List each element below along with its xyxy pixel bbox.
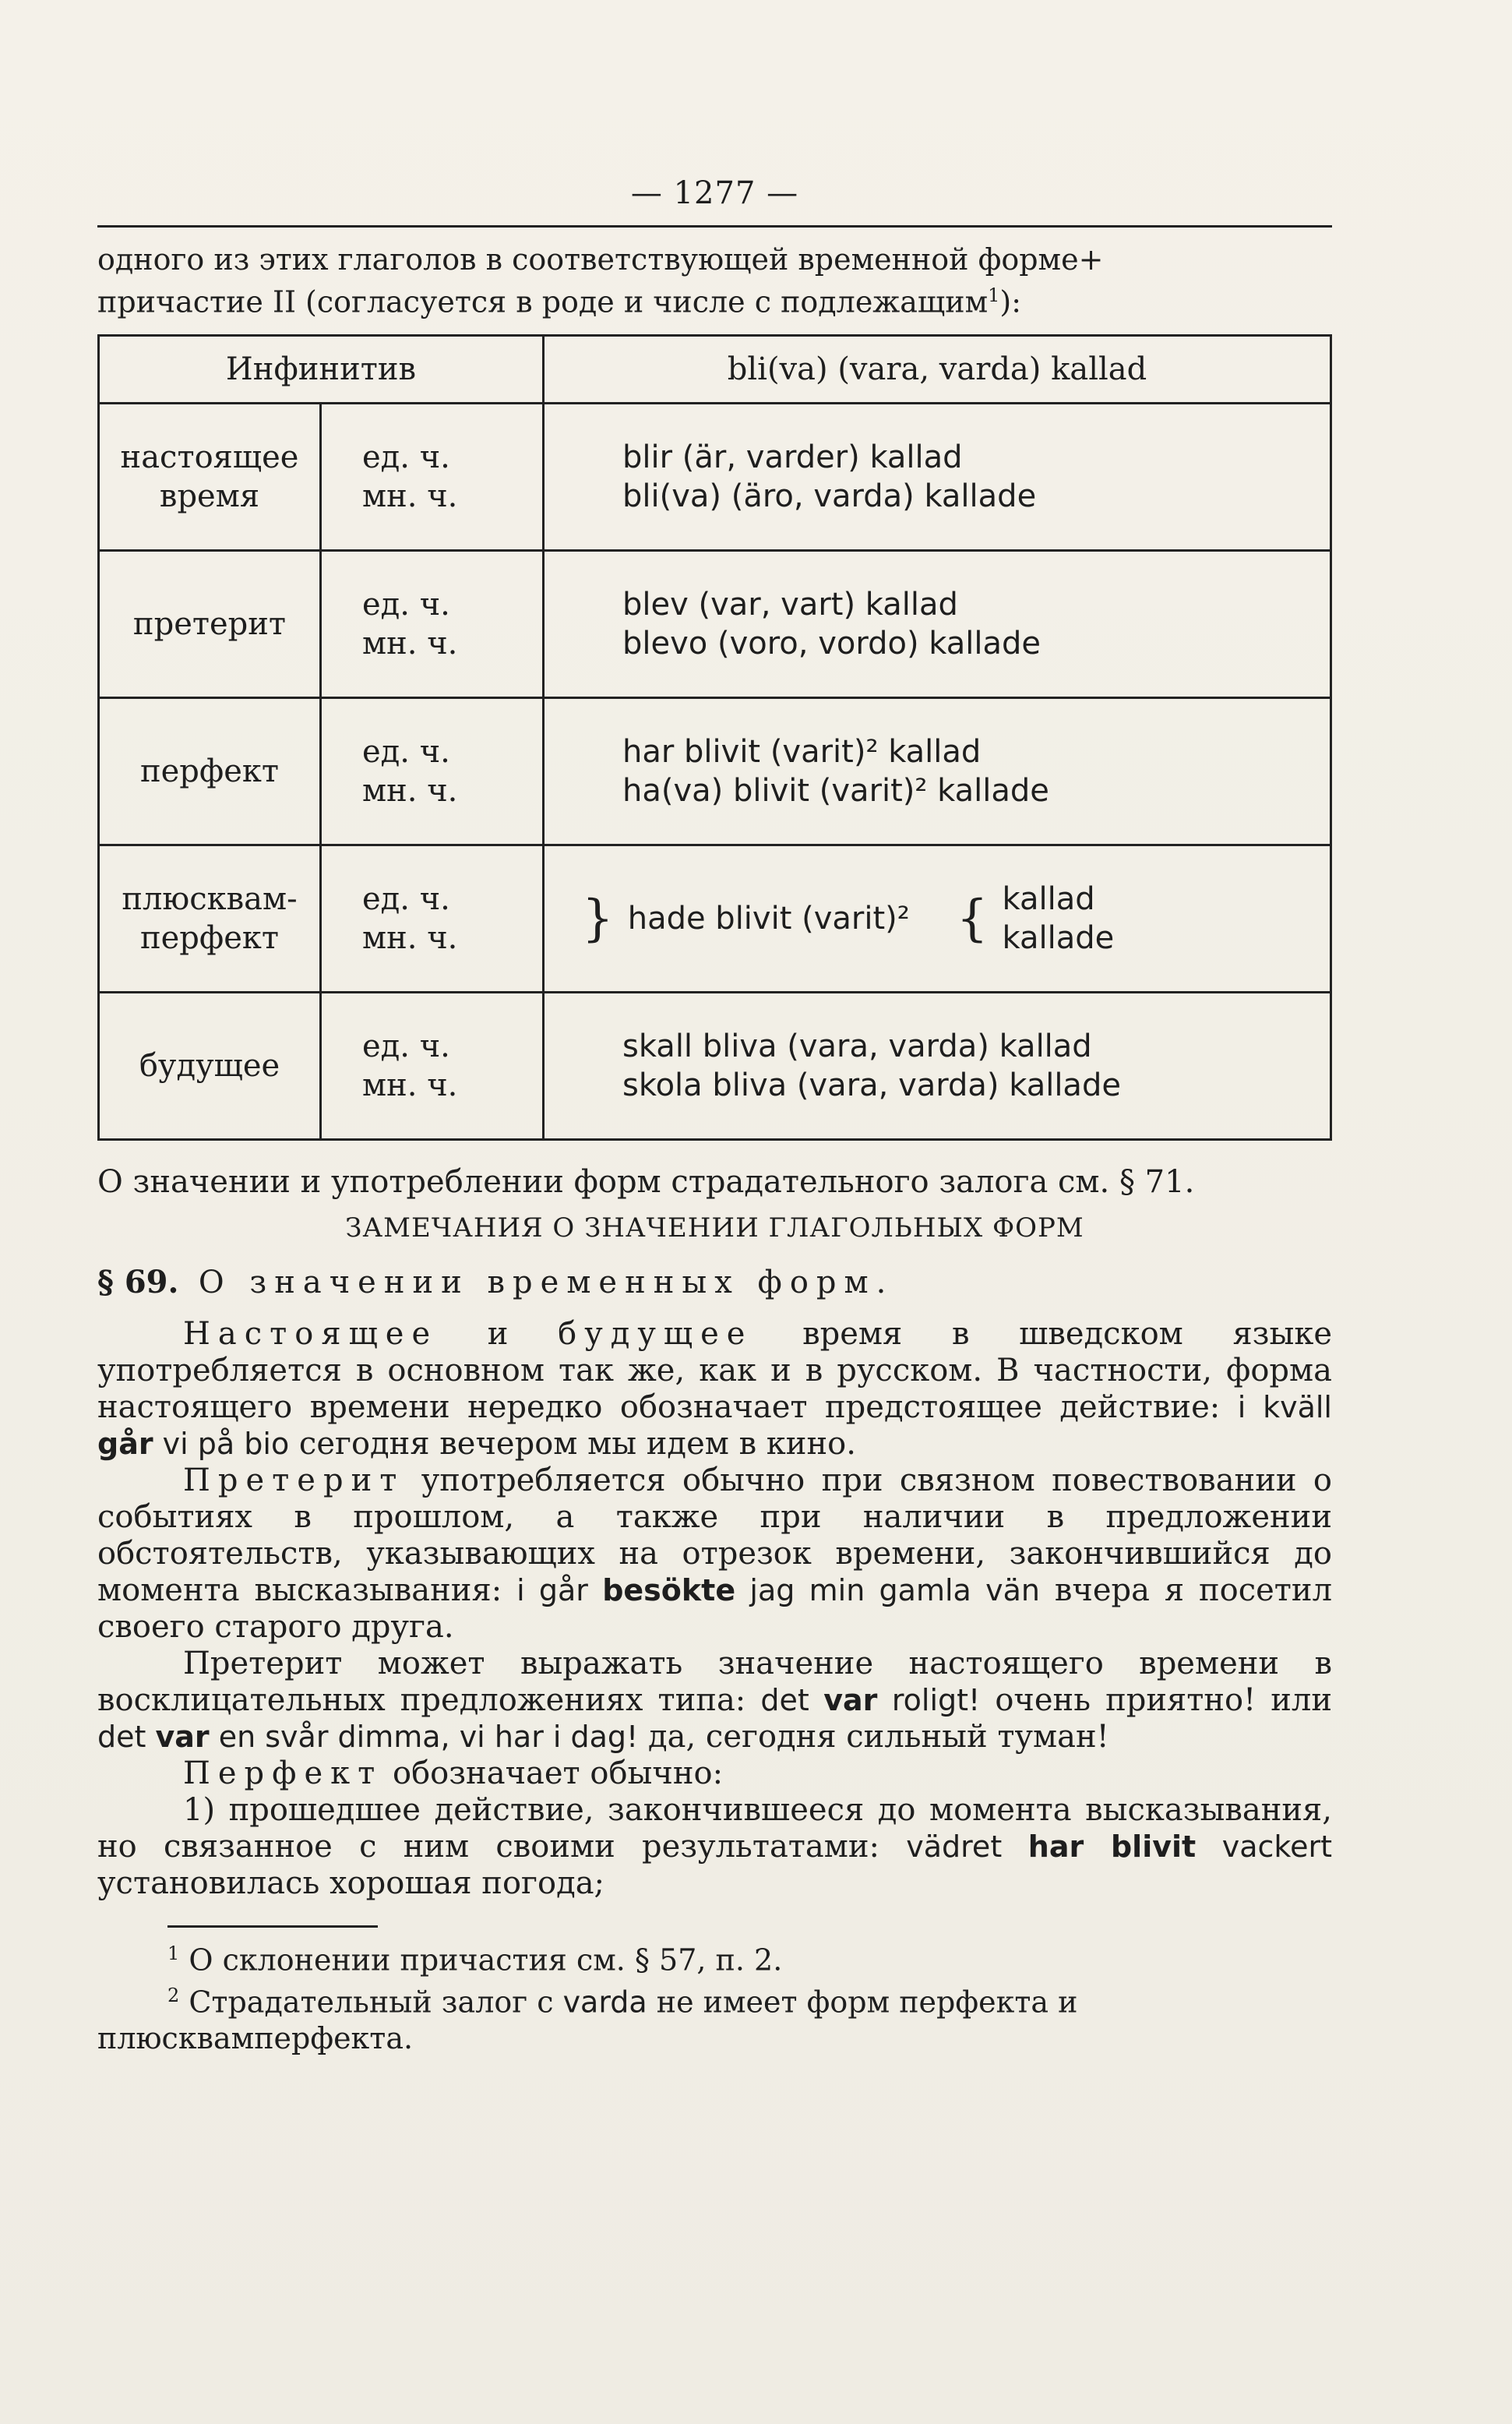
intro-line-2: причастие II (согласуется в роде и числе с подлежащим [97,284,989,319]
intro-text [97,242,1332,320]
paragraph-perfect: Перфект обозначает обычно: [183,1755,724,1791]
tense-cell: настоящее время [99,403,321,550]
footnote-rule [167,1925,378,1928]
forms-cell: } hade blivit (varit)² { kallad kallade [544,845,1331,992]
number-cell: ед. ч. мн. ч. [321,550,544,697]
page-content [97,168,1332,2056]
paragraph-69-heading [97,1264,1332,1300]
page-number: — 1277 — [630,175,799,211]
number-cell: ед. ч. мн. ч. [321,403,544,550]
left-brace: { [956,889,989,947]
paragraph-present-future: Настоящее и будущее время в шведском языке употребляется в основном так же, как и в русском. В частности, форма настоящего времени нередко обозначает предстоящее действие: i kväll går vi på bio сегодня вечером мы идем в кино. [97,1315,1333,1462]
forms-cell: har blivit (varit)² kallad ha(va) blivit (varit)² kallade [544,697,1331,845]
header-rule [97,225,1332,228]
after-table-note: О значении и употреблении форм страдательного залога см. § 71. [97,1163,1195,1200]
forms-cell: skall bliva (vara, varda) kallad skola bliva (vara, varda) kallade [544,992,1331,1139]
intro-line-1: одного из этих глаголов в соответствующей временной форме+ [97,242,1104,277]
paragraph-number: § 69. [97,1263,179,1300]
table-row-perfect [99,697,1331,845]
paragraph-preterite-exclamative: Претерит может выражать значение настоящего времени в восклицательных предложениях типа: det var roligt! очень приятно! или det var en svår dimma, vi har i dag! да, сегодня сильный туман! [97,1645,1332,1755]
table-header-infinitive: Инфинитив [99,335,544,403]
footnote-2: $^2$ Страдательный залог с varda не имеет форм перфекта и плюсквамперфекта. [97,1985,1078,2055]
tense-cell: плюсквам- перфект [99,845,321,992]
tense-cell: претерит [99,550,321,697]
paragraph-title: О значении временных форм. [198,1264,894,1300]
tense-cell: перфект [99,697,321,845]
right-brace: } [582,889,614,947]
footnote-ref-1[interactable]: 1 [988,284,1000,306]
number-cell: ед. ч. мн. ч. [321,845,544,992]
paragraph-perfect-item-1: 1) прошедшее действие, закончившееся до момента высказывания, но связанное с ним своими результатами: vädret har blivit vackert установилась хорошая погода; [97,1791,1332,1901]
section-heading: ЗАМЕЧАНИЯ О ЗНАЧЕНИИ ГЛАГОЛЬНЫХ ФОРМ [345,1212,1084,1244]
forms-cell: blev (var, vart) kallad blevo (voro, vordo) kallade [544,550,1331,697]
forms-cell: blir (är, varder) kallad bli(va) (äro, varda) kallade [544,403,1331,550]
paragraph-preterite: Претерит употребляется обычно при связном повествовании о событиях в прошлом, а также при наличии в предложении обстоятельств, указывающих на отрезок времени, закончившийся до момента высказывания: i går besökte jag min gamla vän вчера я посетил своего старого друга. [97,1462,1332,1645]
tense-cell: будущее [99,992,321,1139]
pluperfect-aux: hade blivit (varit)² [627,900,910,937]
passive-conjugation-table [97,334,1332,1141]
table-row-preterite [99,550,1331,697]
number-cell: ед. ч. мн. ч. [321,697,544,845]
table-header-forms: bli(va) (vara, varda) kallad [544,335,1331,403]
table-row-future [99,992,1331,1139]
number-cell: ед. ч. мн. ч. [321,992,544,1139]
table-row-present [99,403,1331,550]
intro-line-2-end: ): [999,284,1022,319]
footnote-1: $^1$ О склонении причастия см. § 57, п. 2. [167,1942,783,1978]
table-row-pluperfect [99,845,1331,992]
